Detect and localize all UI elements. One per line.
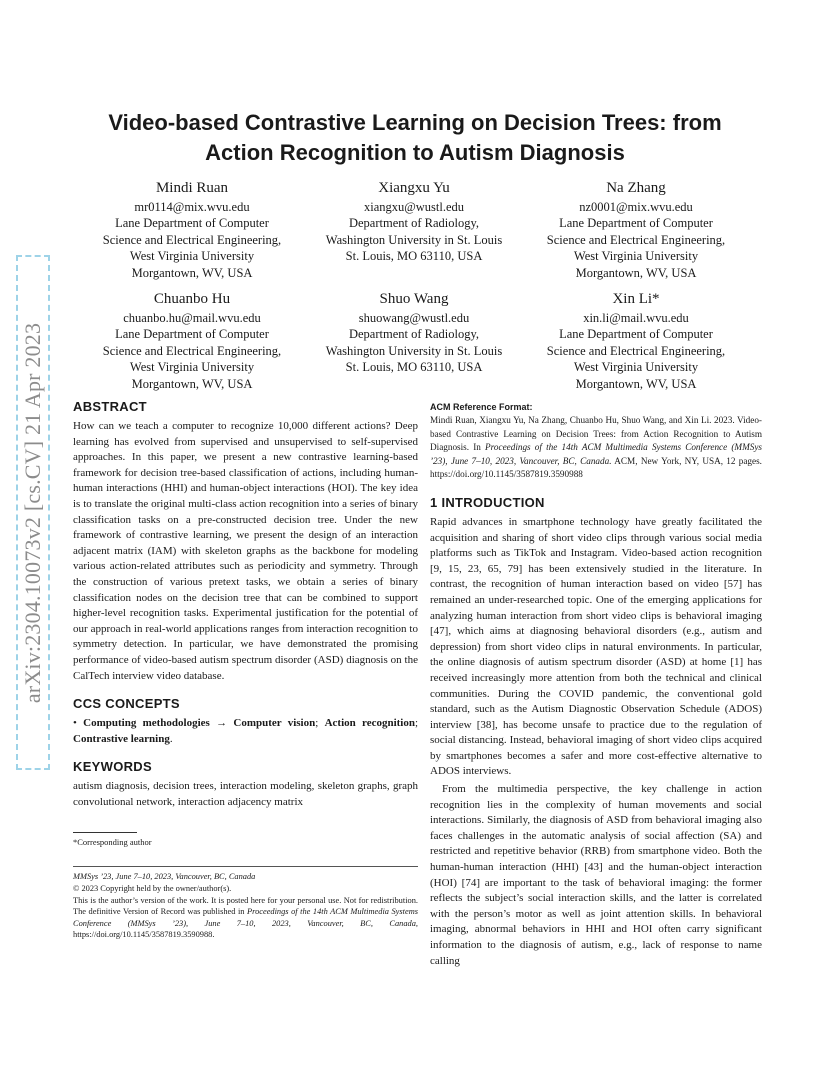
author-block xyxy=(526,178,746,281)
ccs-arrow: → xyxy=(216,717,228,730)
reference-publisher: ACM, New York, NY, USA, 12 pages. https://doi.org/10.1145/3587819.3590988 xyxy=(430,455,762,480)
author-affiliation: West Virginia University xyxy=(573,249,699,264)
arxiv-stamp xyxy=(16,255,50,770)
author-affiliation: Science and Electrical Engineering, xyxy=(546,232,726,247)
author-email: nz0001@mix.wvu.edu xyxy=(579,200,693,214)
intro-paragraph: Rapid advances in smartphone technology have greatly facilitated the acquisition and sharing of short video clips through various social media platforms such as TikTok and Instagram. Video-based action recognition [9, 15, 23, 65, 79] has been extensively studied in the literature. In contrast, the recognition of human interaction based on video [57] has remained an under-researched topic. One of the emerging applications for analyzing human interaction from short video clips is behavioral imaging [47], which aims at diagnosing behavioral disorders (e.g., autism and depression) from short video clips in natural environments. In particular, the online diagnosis of autism spectrum disorder (ASD) at home [1] has received increasingly more attention from both the technical and clinical communities. During the COVID pandemic, the conventional gold standard, such as the Autism Diagnostic Observation Schedule (ADOS) interview [38], has become unsafe to practice due to the regulation of social distancing. Instead, behavioral imaging of short video clips acquired by smartphones becomes a safer and more cost-effective alternative to ADOS interviews. xyxy=(430,515,762,778)
ccs-bullet: • xyxy=(73,717,77,730)
author-name: Xin Li* xyxy=(612,291,660,307)
abstract-text: How can we teach a computer to recognize 10,000 different actions? Deep learning has evolved from supervised and unsupervised to self-supervised approaches. In this paper, we present a new contrastive learning-based framework for decision tree-based classification of actions, including human-human interactions (HHI) and human-object interactions (HOI). The key idea is to translate the original multi-class action recognition into a series of binary classification tasks on a pre-constructed decision tree. Under the new framework of contrastive learning, we present the design of an interaction adjacent matrix (IAM) with skeleton graphs as the backbone for modeling various action-related attributes such as periodicity and symmetry. Through the construction of various pretext tasks, we obtain a series of binary classification nodes on the decision tree that can be combined to support higher-level recognition tasks. Experimental justification for the potential of our approach in real-world applications ranges from interaction recognition to symmetry detection. In particular, we have demonstrated the promising performance of video-based autism spectrum disorder (ASD) diagnosis on the CalTech interview video database. xyxy=(73,420,418,682)
ccs-concepts xyxy=(73,716,418,747)
author-affiliation: Morgantown, WV, USA xyxy=(131,376,253,391)
author-affiliation: West Virginia University xyxy=(129,360,255,375)
author-affiliation: Lane Department of Computer xyxy=(115,327,269,342)
author-affiliation: Morgantown, WV, USA xyxy=(575,376,697,391)
author-affiliation: Department of Radiology, xyxy=(348,327,480,342)
reference-proceedings: Proceedings of the 14th ACM Multimedia Systems Conference (MMSys ’23), June 7–10, 2023, Vancouver, BC, Canada. xyxy=(430,442,762,466)
author-name: Shuo Wang xyxy=(379,291,449,307)
keywords-heading: KEYWORDS xyxy=(73,759,152,775)
ccs-separator: ; xyxy=(414,717,419,730)
conference-info xyxy=(73,871,418,941)
author-affiliation: Washington University in St. Louis xyxy=(325,232,503,247)
paper-title xyxy=(70,108,760,168)
author-block xyxy=(304,178,524,265)
author-email: chuanbo.hu@mail.wvu.edu xyxy=(123,311,261,325)
conference-line: MMSys ’23, June 7–10, 2023, Vancouver, BC, Canada xyxy=(73,872,256,882)
ccs-concept: Action recognition xyxy=(324,717,415,730)
author-affiliation: West Virginia University xyxy=(573,360,699,375)
footnote-rule xyxy=(73,832,137,833)
author-email: shuowang@wustl.edu xyxy=(358,311,470,325)
author-email: mr0114@mix.wvu.edu xyxy=(134,200,250,214)
author-affiliation: Lane Department of Computer xyxy=(559,327,713,342)
introduction-heading: 1 INTRODUCTION xyxy=(430,494,545,510)
author-affiliation: Science and Electrical Engineering, xyxy=(102,232,282,247)
version-notice xyxy=(73,895,418,941)
author-affiliation: Science and Electrical Engineering, xyxy=(546,343,726,358)
author-affiliation: Morgantown, WV, USA xyxy=(575,265,697,280)
acm-reference-text xyxy=(430,414,762,482)
author-block xyxy=(304,289,524,376)
author-affiliation: Lane Department of Computer xyxy=(115,216,269,231)
copyright-line: © 2023 Copyright held by the owner/author(s). xyxy=(73,884,232,894)
title-line-2: Action Recognition to Autism Diagnosis xyxy=(205,140,625,165)
ccs-heading: CCS CONCEPTS xyxy=(73,696,180,712)
keywords-text: autism diagnosis, decision trees, interaction modeling, skeleton graphs, graph convolutional network, interaction adjacency matrix xyxy=(73,780,418,808)
author-affiliation: Morgantown, WV, USA xyxy=(131,265,253,280)
abstract-heading: ABSTRACT xyxy=(73,399,147,414)
author-affiliation: Washington University in St. Louis xyxy=(325,343,503,358)
ccs-end: . xyxy=(169,732,173,745)
ccs-concept: Computer vision xyxy=(233,717,316,730)
author-block xyxy=(526,289,746,392)
author-name: Mindi Ruan xyxy=(155,180,229,196)
acm-reference-label: ACM Reference Format: xyxy=(430,402,533,412)
footnote: *Corresponding author xyxy=(73,837,152,848)
author-name: Chuanbo Hu xyxy=(153,291,231,307)
author-email: xiangxu@wustl.edu xyxy=(363,200,465,214)
reference-authors: Mindi Ruan, Xiangxu Yu, Na Zhang, Chuanbo Hu, Shuo Wang, and Xin Li. 2023. Video-based Contrastive Learning on Decision Trees: from Action Recognition to Autism Diagnosis. In xyxy=(430,415,762,453)
author-block xyxy=(82,289,302,392)
ccs-concept: Contrastive learning xyxy=(73,732,170,745)
right-column xyxy=(430,402,762,969)
metadata-rule xyxy=(73,866,418,867)
author-name: Xiangxu Yu xyxy=(378,180,450,196)
author-affiliation: St. Louis, MO 63110, USA xyxy=(345,249,483,264)
author-affiliation: West Virginia University xyxy=(129,249,255,264)
author-affiliation: Lane Department of Computer xyxy=(559,216,713,231)
arxiv-identifier: arXiv:2304.10073v2 [cs.CV] 21 Apr 2023 xyxy=(20,322,45,703)
left-column xyxy=(73,398,418,941)
author-affiliation: Department of Radiology, xyxy=(348,216,480,231)
ccs-separator: ; xyxy=(315,717,319,730)
author-block xyxy=(82,178,302,281)
proceedings-name: Proceedings of the 14th ACM Multimedia Systems Conference (MMSys ’23), June 7–10, 2023, Vancouver, BC, Canada xyxy=(73,907,418,928)
author-affiliation: Science and Electrical Engineering, xyxy=(102,343,282,358)
author-email: xin.li@mail.wvu.edu xyxy=(583,311,689,325)
author-name: Na Zhang xyxy=(606,180,666,196)
notice-text: This is the author’s version of the work. It is posted here for your personal use. Not for redistribution. The definitive Version of Record was published in xyxy=(73,895,418,917)
intro-paragraph: From the multimedia perspective, the key challenge in action recognition lies in the complexity of human movements and social interactions. Similarly, the diagnosis of ASD from behavioral imaging also faces challenges in the automatic analysis of social affection (SA) and restricted and repetitive behavior (RRB) from smartphone video. Both the human-human interaction (HHI) [43] and the human-object interaction (HOI) [74] are important to the task of behavioral imaging: the former reflects the subject’s social interaction skills, and the latter is correlated with the person’s motor as well as joint attention skills. In behavioral imaging, abnormal behaviors in HHI and HOI often carry significant information to the diagnosis of autism, e.g., lack of response to name calling xyxy=(430,783,762,967)
doi-link[interactable]: , https://doi.org/10.1145/3587819.3590988. xyxy=(73,918,418,940)
author-affiliation: St. Louis, MO 63110, USA xyxy=(345,360,483,375)
title-line-1: Video-based Contrastive Learning on Decision Trees: from xyxy=(108,110,722,135)
ccs-concept: Computing methodologies xyxy=(83,717,210,730)
